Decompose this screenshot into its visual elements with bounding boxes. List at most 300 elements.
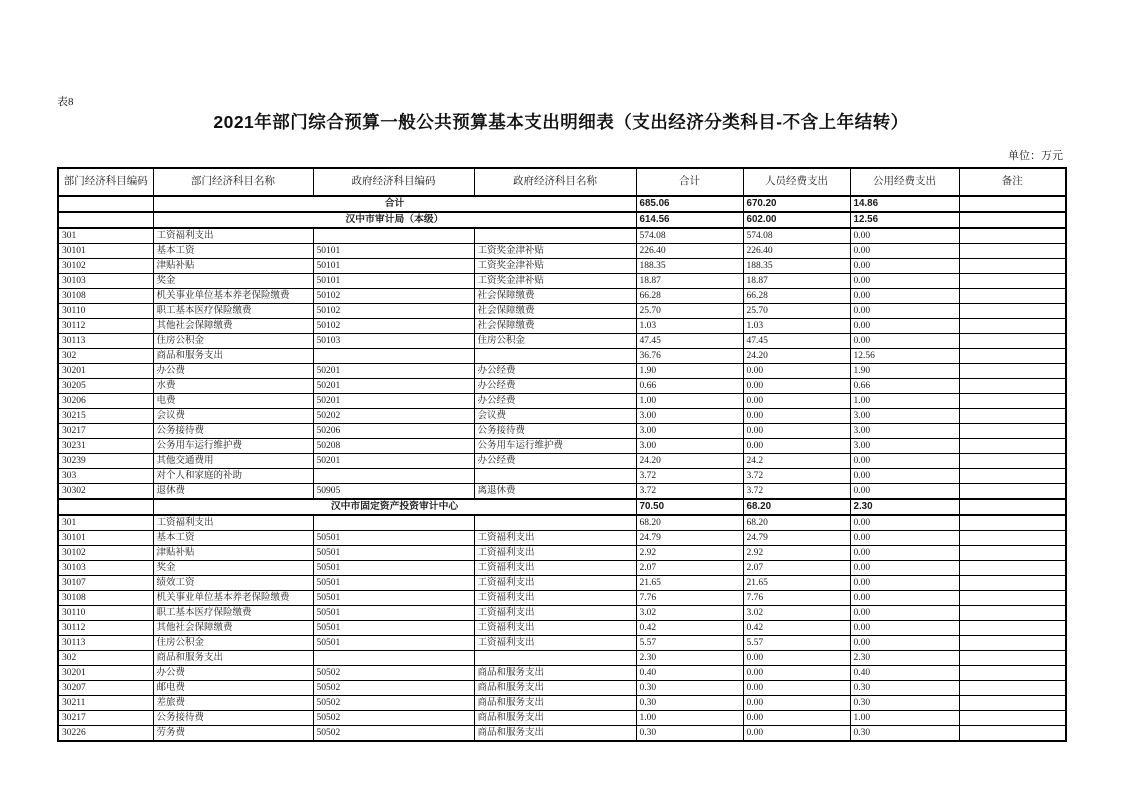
table-row [58,439,1066,454]
section-total-row [58,212,1066,228]
cell-gov-code [313,651,474,666]
cell-personnel: 24.79 [743,531,850,546]
cell-gov-code: 50201 [313,394,474,409]
cell-gov-code: 50102 [313,319,474,334]
cell-dept-name: 公务接待费 [153,711,313,726]
table-row [58,349,1066,364]
table-row [58,636,1066,651]
cell-personnel: 25.70 [743,304,850,319]
cell-dept-name: 其他社会保障缴费 [153,621,313,636]
cell-gov-name: 社会保障缴费 [474,319,636,334]
table-row [58,469,1066,484]
cell-personnel: 21.65 [743,576,850,591]
cell-gov-code: 50201 [313,364,474,379]
cell-dept-code: 30110 [58,606,153,621]
table-row [58,319,1066,334]
cell-gov-code: 50905 [313,484,474,500]
cell-personnel: 3.72 [743,484,850,500]
cell-public: 3.00 [850,439,959,454]
cell-gov-name: 工资奖金津补贴 [474,244,636,259]
cell-remark [959,711,1066,726]
column-header-gov-code: 政府经济科目编码 [313,168,474,196]
cell-remark [959,681,1066,696]
cell-personnel: 1.03 [743,319,850,334]
cell-dept-name: 商品和服务支出 [153,651,313,666]
cell-public: 0.00 [850,636,959,651]
cell-public: 1.90 [850,364,959,379]
cell-gov-name: 社会保障缴费 [474,289,636,304]
cell-gov-name [474,515,636,531]
cell-gov-code: 50502 [313,726,474,742]
cell-dept-code: 30101 [58,244,153,259]
cell-total: 0.30 [636,726,743,742]
cell-dept-code: 30207 [58,681,153,696]
cell-section-name: 汉中市固定资产投资审计中心 [153,499,636,515]
cell-gov-name: 公务接待费 [474,424,636,439]
cell-dept-code: 30239 [58,454,153,469]
table-row [58,394,1066,409]
cell-total: 66.28 [636,289,743,304]
cell-dept-code: 30205 [58,379,153,394]
section-total-row [58,499,1066,515]
cell-public: 0.00 [850,334,959,349]
cell-personnel: 18.87 [743,274,850,289]
cell-total: 1.00 [636,394,743,409]
cell-total: 3.00 [636,439,743,454]
cell-public: 0.00 [850,606,959,621]
cell-total: 47.45 [636,334,743,349]
cell-public: 14.86 [850,196,959,212]
cell-remark [959,259,1066,274]
cell-remark [959,394,1066,409]
cell-total: 21.65 [636,576,743,591]
cell-gov-name: 工资福利支出 [474,546,636,561]
table-row [58,546,1066,561]
cell-gov-code: 50103 [313,334,474,349]
cell-gov-name: 工资福利支出 [474,576,636,591]
page-title: 2021年部门综合预算一般公共预算基本支出明细表（支出经济分类科目-不含上年结转） [213,112,909,132]
cell-gov-code: 50501 [313,591,474,606]
cell-gov-code: 50501 [313,531,474,546]
cell-personnel: 5.57 [743,636,850,651]
cell-total: 25.70 [636,304,743,319]
cell-gov-code: 50206 [313,424,474,439]
table-row [58,591,1066,606]
cell-gov-code: 50502 [313,711,474,726]
cell-dept-name: 住房公积金 [153,334,313,349]
cell-dept-code: 301 [58,515,153,531]
cell-public: 0.00 [850,454,959,469]
cell-gov-name: 办公经费 [474,394,636,409]
cell-total: 3.00 [636,409,743,424]
cell-gov-name [474,228,636,244]
cell-public: 2.30 [850,499,959,515]
cell-dept-name: 其他社会保障缴费 [153,319,313,334]
cell-gov-code: 50101 [313,274,474,289]
cell-gov-code [313,349,474,364]
cell-gov-code: 50202 [313,409,474,424]
cell-public: 12.56 [850,349,959,364]
cell-personnel: 24.20 [743,349,850,364]
cell-dept-code: 30108 [58,591,153,606]
cell-total: 70.50 [636,499,743,515]
cell-gov-name: 商品和服务支出 [474,726,636,742]
cell-dept-name: 水费 [153,379,313,394]
cell-remark [959,696,1066,711]
cell-public: 12.56 [850,212,959,228]
cell-gov-code: 50502 [313,696,474,711]
cell-public: 2.30 [850,651,959,666]
cell-gov-name: 商品和服务支出 [474,666,636,681]
cell-gov-code: 50501 [313,636,474,651]
table-row [58,409,1066,424]
cell-dept-name: 公务接待费 [153,424,313,439]
cell-dept-name: 基本工资 [153,531,313,546]
cell-remark [959,546,1066,561]
cell-public: 0.40 [850,666,959,681]
table-row [58,454,1066,469]
cell-personnel: 670.20 [743,196,850,212]
cell-dept-name: 邮电费 [153,681,313,696]
cell-dept-code: 302 [58,349,153,364]
cell-gov-name: 商品和服务支出 [474,681,636,696]
cell-remark [959,576,1066,591]
table-row [58,274,1066,289]
cell-total: 574.08 [636,228,743,244]
cell-personnel: 0.00 [743,409,850,424]
cell-dept-code: 30102 [58,259,153,274]
cell-public: 0.00 [850,591,959,606]
cell-dept-code: 30108 [58,289,153,304]
cell-remark [959,561,1066,576]
table-row [58,711,1066,726]
cell-dept-name: 办公费 [153,666,313,681]
cell-dept-name: 差旅费 [153,696,313,711]
cell-personnel: 68.20 [743,499,850,515]
table-row [58,259,1066,274]
cell-dept-code: 30217 [58,711,153,726]
budget-table [57,167,1067,742]
cell-dept-name: 奖金 [153,561,313,576]
cell-public: 0.30 [850,696,959,711]
column-header-personnel: 人员经费支出 [743,168,850,196]
cell-personnel: 574.08 [743,228,850,244]
cell-personnel: 0.00 [743,681,850,696]
cell-public: 0.00 [850,289,959,304]
cell-personnel: 0.00 [743,439,850,454]
cell-gov-code: 50201 [313,379,474,394]
cell-remark [959,334,1066,349]
cell-total: 3.02 [636,606,743,621]
cell-dept-name: 退休费 [153,484,313,500]
cell-remark [959,531,1066,546]
cell-total: 7.76 [636,591,743,606]
cell-dept-name: 职工基本医疗保险缴费 [153,304,313,319]
cell-gov-name: 工资奖金津补贴 [474,259,636,274]
cell-total: 226.40 [636,244,743,259]
cell-public: 1.00 [850,711,959,726]
cell-total: 1.90 [636,364,743,379]
cell-dept-name: 住房公积金 [153,636,313,651]
cell-remark [959,606,1066,621]
cell-dept-code: 30102 [58,546,153,561]
table-row [58,576,1066,591]
cell-gov-name: 工资福利支出 [474,531,636,546]
column-header-dept-name: 部门经济科目名称 [153,168,313,196]
cell-personnel: 2.07 [743,561,850,576]
cell-dept-name: 会议费 [153,409,313,424]
cell-dept-code [58,212,153,228]
cell-dept-name: 奖金 [153,274,313,289]
cell-public: 0.00 [850,621,959,636]
table-row [58,726,1066,742]
cell-total: 0.40 [636,666,743,681]
cell-remark [959,319,1066,334]
cell-public: 0.00 [850,576,959,591]
cell-personnel: 7.76 [743,591,850,606]
cell-personnel: 0.00 [743,394,850,409]
cell-public: 0.00 [850,274,959,289]
cell-gov-name: 办公经费 [474,379,636,394]
table-row [58,228,1066,244]
cell-remark [959,499,1066,515]
cell-dept-code: 30302 [58,484,153,500]
cell-remark [959,515,1066,531]
cell-dept-code: 30112 [58,621,153,636]
table-row [58,666,1066,681]
cell-total: 614.56 [636,212,743,228]
cell-dept-code: 30206 [58,394,153,409]
table-row [58,244,1066,259]
cell-remark [959,591,1066,606]
cell-remark [959,621,1066,636]
cell-dept-code: 30107 [58,576,153,591]
cell-public: 0.00 [850,546,959,561]
table-row [58,696,1066,711]
cell-dept-name: 津贴补贴 [153,546,313,561]
cell-remark [959,274,1066,289]
cell-dept-code: 30201 [58,666,153,681]
table-row [58,606,1066,621]
cell-gov-name: 工资福利支出 [474,591,636,606]
cell-gov-name: 离退休费 [474,484,636,500]
cell-total: 18.87 [636,274,743,289]
sheet-number-label: 表8 [57,96,74,108]
cell-personnel: 602.00 [743,212,850,228]
cell-gov-code: 50201 [313,454,474,469]
cell-dept-name: 其他交通费用 [153,454,313,469]
column-header-total: 合计 [636,168,743,196]
cell-total: 2.30 [636,651,743,666]
cell-dept-code: 30211 [58,696,153,711]
cell-remark [959,651,1066,666]
cell-personnel: 0.42 [743,621,850,636]
table-row [58,621,1066,636]
cell-dept-name: 商品和服务支出 [153,349,313,364]
table-row [58,515,1066,531]
cell-remark [959,212,1066,228]
cell-gov-name: 公务用车运行维护费 [474,439,636,454]
table-row [58,651,1066,666]
cell-section-name: 合计 [153,196,636,212]
cell-public: 0.00 [850,515,959,531]
cell-gov-code: 50502 [313,681,474,696]
cell-dept-name: 基本工资 [153,244,313,259]
section-total-row [58,196,1066,212]
cell-remark [959,349,1066,364]
cell-gov-code: 50102 [313,304,474,319]
cell-dept-name: 绩效工资 [153,576,313,591]
cell-gov-code: 50501 [313,621,474,636]
cell-dept-code: 30112 [58,319,153,334]
table-row [58,334,1066,349]
cell-dept-name: 职工基本医疗保险缴费 [153,606,313,621]
cell-gov-name [474,651,636,666]
cell-gov-name: 住房公积金 [474,334,636,349]
cell-public: 0.30 [850,681,959,696]
cell-personnel: 0.00 [743,666,850,681]
cell-gov-name: 会议费 [474,409,636,424]
cell-total: 2.92 [636,546,743,561]
cell-gov-name: 办公经费 [474,454,636,469]
cell-dept-code: 30103 [58,561,153,576]
cell-dept-code: 30101 [58,531,153,546]
cell-dept-name: 对个人和家庭的补助 [153,469,313,484]
cell-section-name: 汉中市审计局（本级） [153,212,636,228]
cell-gov-name: 工资福利支出 [474,561,636,576]
cell-remark [959,196,1066,212]
table-row [58,379,1066,394]
cell-public: 0.00 [850,244,959,259]
cell-total: 3.00 [636,424,743,439]
cell-gov-name [474,469,636,484]
cell-gov-code: 50502 [313,666,474,681]
cell-dept-code: 303 [58,469,153,484]
cell-remark [959,424,1066,439]
table-row [58,484,1066,500]
cell-gov-code [313,515,474,531]
cell-gov-name: 工资奖金津补贴 [474,274,636,289]
cell-total: 0.66 [636,379,743,394]
cell-public: 0.00 [850,319,959,334]
cell-dept-code: 302 [58,651,153,666]
cell-gov-code: 50208 [313,439,474,454]
column-header-remark: 备注 [959,168,1066,196]
cell-dept-name: 劳务费 [153,726,313,742]
cell-public: 0.66 [850,379,959,394]
cell-remark [959,636,1066,651]
cell-total: 24.79 [636,531,743,546]
cell-public: 0.00 [850,484,959,500]
cell-gov-code: 50501 [313,546,474,561]
cell-dept-code: 301 [58,228,153,244]
cell-remark [959,364,1066,379]
cell-personnel: 24.2 [743,454,850,469]
cell-public: 3.00 [850,409,959,424]
cell-dept-code [58,499,153,515]
cell-public: 3.00 [850,424,959,439]
cell-gov-code: 50102 [313,289,474,304]
cell-personnel: 2.92 [743,546,850,561]
cell-dept-code: 30110 [58,304,153,319]
cell-gov-code [313,228,474,244]
cell-gov-code [313,469,474,484]
table-row [58,304,1066,319]
table-row [58,561,1066,576]
cell-dept-name: 工资福利支出 [153,228,313,244]
cell-total: 1.03 [636,319,743,334]
column-header-gov-name: 政府经济科目名称 [474,168,636,196]
table-row [58,424,1066,439]
cell-dept-name: 津贴补贴 [153,259,313,274]
cell-personnel: 226.40 [743,244,850,259]
cell-gov-code: 50501 [313,576,474,591]
cell-dept-code: 30113 [58,334,153,349]
cell-total: 1.00 [636,711,743,726]
cell-dept-code: 30103 [58,274,153,289]
cell-remark [959,454,1066,469]
cell-remark [959,469,1066,484]
cell-total: 24.20 [636,454,743,469]
cell-remark [959,304,1066,319]
cell-remark [959,409,1066,424]
cell-dept-code: 30201 [58,364,153,379]
cell-total: 0.30 [636,681,743,696]
cell-dept-code [58,196,153,212]
cell-personnel: 3.02 [743,606,850,621]
cell-dept-code: 30226 [58,726,153,742]
cell-personnel: 0.00 [743,379,850,394]
table-row [58,531,1066,546]
cell-total: 2.07 [636,561,743,576]
cell-dept-name: 公务用车运行维护费 [153,439,313,454]
cell-remark [959,379,1066,394]
cell-personnel: 47.45 [743,334,850,349]
cell-gov-name: 工资福利支出 [474,606,636,621]
cell-personnel: 0.00 [743,711,850,726]
cell-dept-name: 机关事业单位基本养老保险缴费 [153,591,313,606]
cell-gov-name: 工资福利支出 [474,621,636,636]
budget-table-body [58,196,1066,741]
cell-gov-code: 50501 [313,606,474,621]
table-row [58,681,1066,696]
cell-dept-name: 电费 [153,394,313,409]
cell-personnel: 3.72 [743,469,850,484]
cell-total: 685.06 [636,196,743,212]
cell-dept-name: 办公费 [153,364,313,379]
cell-gov-name [474,349,636,364]
column-header-public: 公用经费支出 [850,168,959,196]
cell-personnel: 68.20 [743,515,850,531]
unit-label: 单位：万元 [1008,150,1063,162]
cell-public: 0.00 [850,531,959,546]
cell-public: 0.30 [850,726,959,742]
cell-gov-code: 50101 [313,244,474,259]
cell-personnel: 0.00 [743,726,850,742]
cell-personnel: 66.28 [743,289,850,304]
cell-personnel: 188.35 [743,259,850,274]
cell-remark [959,439,1066,454]
cell-remark [959,289,1066,304]
cell-gov-name: 商品和服务支出 [474,711,636,726]
cell-total: 68.20 [636,515,743,531]
cell-remark [959,666,1066,681]
cell-personnel: 0.00 [743,651,850,666]
cell-gov-code: 50501 [313,561,474,576]
cell-public: 0.00 [850,304,959,319]
cell-dept-name: 机关事业单位基本养老保险缴费 [153,289,313,304]
cell-gov-code: 50101 [313,259,474,274]
